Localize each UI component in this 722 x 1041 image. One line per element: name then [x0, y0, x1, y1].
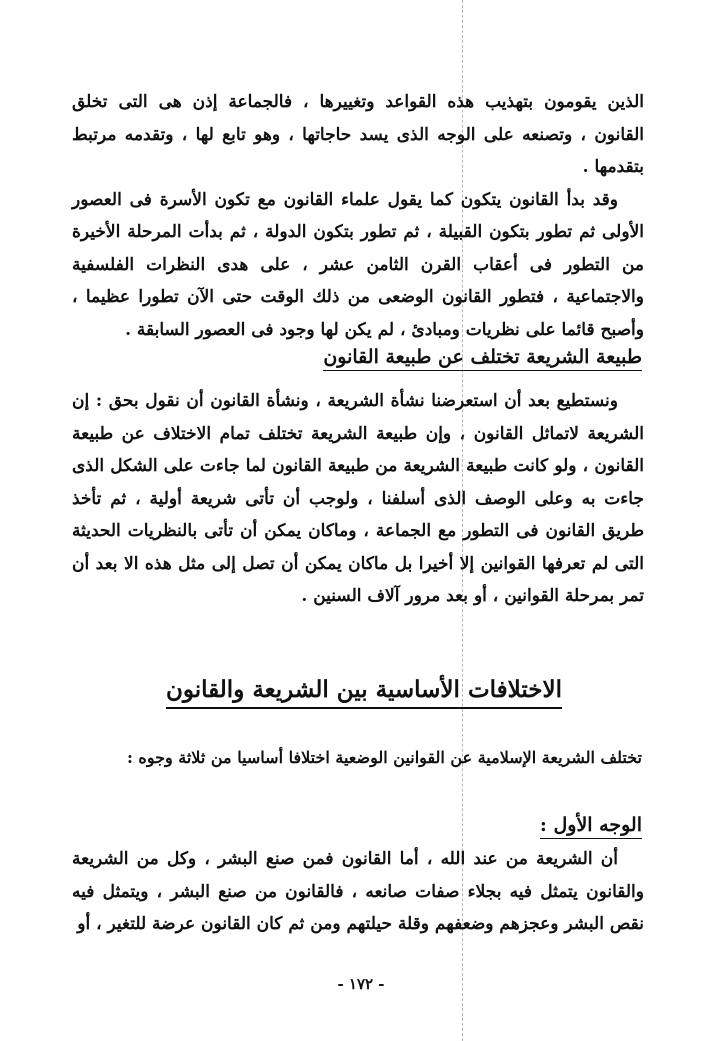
- first-aspect-heading: الوجه الأول :: [540, 814, 642, 839]
- paragraph-group-origin-of-law: [72, 86, 644, 346]
- section-heading-nature: طبيعة الشريعة تختلف عن طبيعة القانون: [323, 346, 642, 371]
- paragraph-law-development: وقد بدأ القانون يتكون كما يقول علماء القانون مع تكون الأسرة فى العصور الأولى ثم تطور بتكون القبيلة ، ثم تطور بتكون الدولة ، ثم بدأت المرحلة الأخيرة من التطور فى أعقاب القرن الثامن عشر ، على هدى النظرات الفلسفية والاجتماعية ، فتطور القانون الوضعى من ذلك الوقت حتى الآن تطورا عظيما ، وأصبح قائما على نظريات ومبادئ ، لم يكن لها وجود فى العصور السابقة .: [72, 189, 644, 340]
- paragraph-first-aspect: [72, 843, 644, 941]
- paragraph-first-aspect-text: أن الشريعة من عند الله ، أما القانون فمن صنع البشر ، وكل من الشريعة والقانون يتمثل فيه بجلاء صفات صانعه ، فالقانون من صنع البشر ، ويتمثل فيه نقص البشر وعجزهم وضعفهم وقلة حيلتهم ومن ثم كان القانون عرضة للتغير ، أو: [72, 849, 644, 934]
- paragraph-society-creates-law: الذين يقومون بتهذيب هذه القواعد وتغييرها ، فالجماعة إذن هى التى تخلق القانون ، وتصنعه على الوجه الذى يسد حاجاتها ، وهو تابع لها ، وتقدمه مرتبط بتقدمها .: [72, 92, 644, 177]
- paragraph-nature-difference: [72, 385, 644, 613]
- intro-three-aspects: تختلف الشريعة الإسلامية عن القوانين الوضعية اختلافا أساسيا من ثلاثة وجوه :: [126, 748, 642, 767]
- main-heading-fundamental-differences: الاختلافات الأساسية بين الشريعة والقانون: [166, 676, 562, 709]
- page-number: - ١٧٢ -: [337, 975, 385, 993]
- paragraph-nature-difference-text: ونستطيع بعد أن استعرضنا نشأة الشريعة ، ونشأة القانون أن نقول بحق : إن الشريعة لاتماثل القانون ، وإن طبيعة الشريعة تختلف تمام الاختلاف عن طبيعة القانون ، ولو كانت طبيعة الشريعة من طبيعة القانون لما جاءت على الشكل الذى جاءت به وعلى الوصف الذى أسلفنا ، ولوجب أن تأتى شريعة أولية ، ثم تأخذ طريق القانون فى التطور مع الجماعة ، وماكان يمكن أن تأتى بالنظريات الحديثة التى لم تعرفها القوانين إلا أخيرا بل ماكان يمكن أن تصل إلى مثل هذه الا بعد أن تمر بمرحلة القوانين ، أو بعد مرور آلاف السنين .: [72, 391, 644, 606]
